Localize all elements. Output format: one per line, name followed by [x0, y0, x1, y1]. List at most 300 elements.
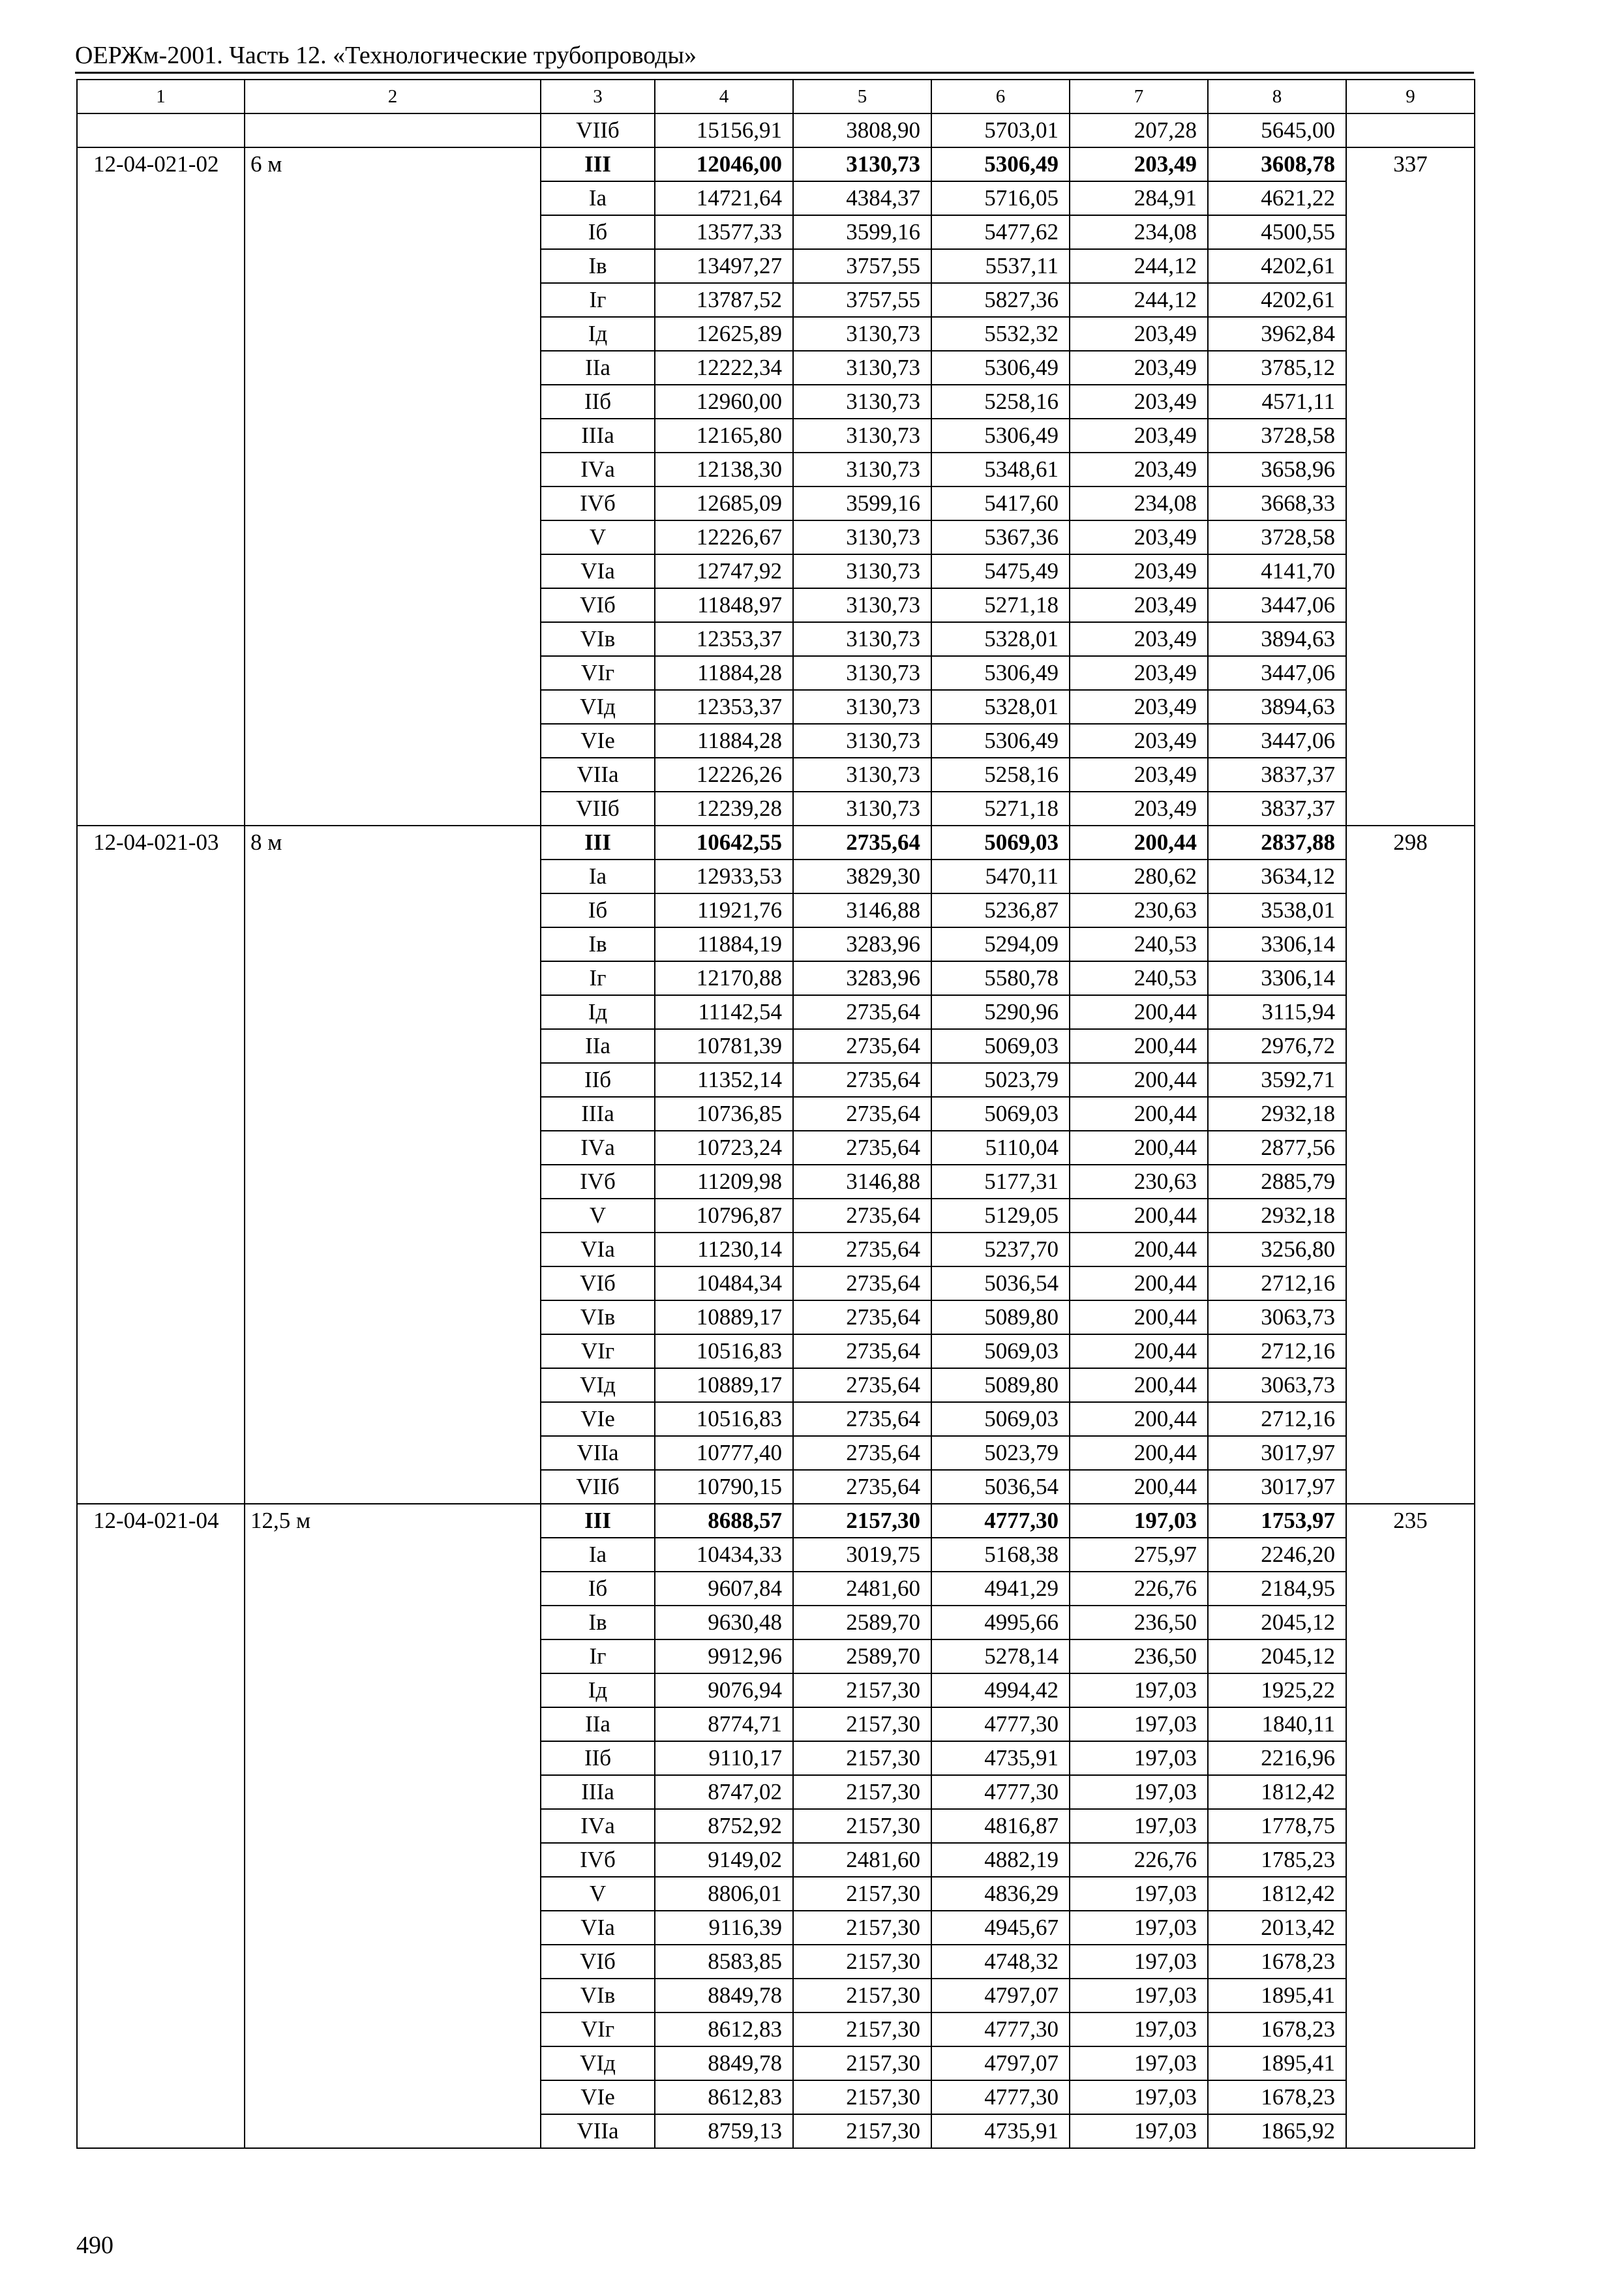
value-cell: 8774,71: [655, 1707, 793, 1741]
value-cell: 9912,96: [655, 1639, 793, 1673]
value-cell: 3608,78: [1208, 147, 1346, 181]
value-cell: 2735,64: [793, 1402, 931, 1436]
col9-cell: [1346, 2114, 1475, 2148]
value-cell: 200,44: [1070, 1436, 1208, 1470]
value-cell: 197,03: [1070, 1911, 1208, 1945]
table-row: [77, 792, 1475, 826]
value-cell: 12353,37: [655, 690, 793, 724]
table-row: [77, 656, 1475, 690]
description-cell: [245, 1945, 541, 1979]
description-cell: [245, 181, 541, 215]
value-cell: 4202,61: [1208, 283, 1346, 317]
value-cell: 3017,97: [1208, 1436, 1346, 1470]
value-cell: 2735,64: [793, 1266, 931, 1300]
code-cell: [77, 2080, 245, 2114]
value-cell: 244,12: [1070, 283, 1208, 317]
table-row: [77, 1029, 1475, 1063]
description-cell: [245, 113, 541, 147]
region-cell: VIв: [541, 622, 655, 656]
description-cell: [245, 1199, 541, 1233]
value-cell: 3837,37: [1208, 758, 1346, 792]
code-cell: [77, 656, 245, 690]
value-cell: 11352,14: [655, 1063, 793, 1097]
value-cell: 12625,89: [655, 317, 793, 351]
region-cell: IVа: [541, 1809, 655, 1843]
description-cell: [245, 1639, 541, 1673]
region-cell: Iв: [541, 927, 655, 961]
region-cell: III: [541, 147, 655, 181]
value-cell: 197,03: [1070, 2080, 1208, 2114]
value-cell: 10889,17: [655, 1300, 793, 1334]
value-cell: 5306,49: [931, 724, 1070, 758]
code-cell: 12-04-021-03: [77, 826, 245, 860]
region-cell: IIб: [541, 1063, 655, 1097]
value-cell: 1865,92: [1208, 2114, 1346, 2148]
col9-cell: [1346, 961, 1475, 995]
value-cell: 3130,73: [793, 385, 931, 419]
table-row: [77, 1266, 1475, 1300]
value-cell: 11142,54: [655, 995, 793, 1029]
description-cell: [245, 1707, 541, 1741]
value-cell: 2712,16: [1208, 1266, 1346, 1300]
region-cell: VIе: [541, 1402, 655, 1436]
code-cell: [77, 1809, 245, 1843]
value-cell: 2246,20: [1208, 1538, 1346, 1572]
code-cell: [77, 1402, 245, 1436]
region-cell: IVб: [541, 1843, 655, 1877]
code-cell: [77, 1945, 245, 1979]
description-cell: [245, 622, 541, 656]
value-cell: 3130,73: [793, 147, 931, 181]
value-cell: 1678,23: [1208, 2080, 1346, 2114]
value-cell: 5470,11: [931, 860, 1070, 893]
value-cell: 5306,49: [931, 419, 1070, 453]
value-cell: 2157,30: [793, 1741, 931, 1775]
description-cell: [245, 1402, 541, 1436]
col9-cell: [1346, 1877, 1475, 1911]
table-row: [77, 588, 1475, 622]
col9-cell: [1346, 1945, 1475, 1979]
region-cell: IIа: [541, 1707, 655, 1741]
region-cell: VIб: [541, 1266, 655, 1300]
value-cell: 197,03: [1070, 1504, 1208, 1538]
value-cell: 3592,71: [1208, 1063, 1346, 1097]
region-cell: VIе: [541, 2080, 655, 2114]
table-row: [77, 1097, 1475, 1131]
description-cell: [245, 1572, 541, 1606]
value-cell: 4777,30: [931, 2012, 1070, 2046]
value-cell: 3306,14: [1208, 927, 1346, 961]
col9-cell: [1346, 1063, 1475, 1097]
column-number: 7: [1070, 80, 1208, 113]
table-row: [77, 385, 1475, 419]
value-cell: 5069,03: [931, 826, 1070, 860]
value-cell: 10777,40: [655, 1436, 793, 1470]
code-cell: [77, 385, 245, 419]
code-cell: [77, 215, 245, 249]
code-cell: [77, 1606, 245, 1639]
code-cell: [77, 927, 245, 961]
table-row: [77, 1945, 1475, 1979]
region-cell: IIIа: [541, 419, 655, 453]
region-cell: VIIб: [541, 113, 655, 147]
table-row: [77, 1639, 1475, 1673]
column-number: 6: [931, 80, 1070, 113]
value-cell: 2735,64: [793, 1199, 931, 1233]
region-cell: IIа: [541, 351, 655, 385]
value-cell: 4735,91: [931, 1741, 1070, 1775]
code-cell: [77, 1979, 245, 2012]
region-cell: Iа: [541, 1538, 655, 1572]
value-cell: 3599,16: [793, 215, 931, 249]
value-cell: 10516,83: [655, 1402, 793, 1436]
value-cell: 200,44: [1070, 1334, 1208, 1368]
description-cell: [245, 1843, 541, 1877]
col9-cell: [1346, 1300, 1475, 1334]
col9-cell: [1346, 724, 1475, 758]
col9-cell: [1346, 1266, 1475, 1300]
table-row: [77, 1199, 1475, 1233]
description-cell: [245, 1979, 541, 2012]
region-cell: VIIб: [541, 792, 655, 826]
value-cell: 11921,76: [655, 893, 793, 927]
code-cell: [77, 1843, 245, 1877]
value-cell: 12960,00: [655, 385, 793, 419]
value-cell: 5294,09: [931, 927, 1070, 961]
table-row: [77, 1368, 1475, 1402]
value-cell: 2735,64: [793, 1470, 931, 1504]
value-cell: 3447,06: [1208, 656, 1346, 690]
col9-cell: [1346, 351, 1475, 385]
value-cell: 2735,64: [793, 1063, 931, 1097]
value-cell: 2184,95: [1208, 1572, 1346, 1606]
col9-cell: [1346, 1843, 1475, 1877]
value-cell: 5110,04: [931, 1131, 1070, 1165]
code-cell: [77, 622, 245, 656]
table-row: [77, 2080, 1475, 2114]
value-cell: 1678,23: [1208, 2012, 1346, 2046]
value-cell: 3017,97: [1208, 1470, 1346, 1504]
value-cell: 12222,34: [655, 351, 793, 385]
value-cell: 14721,64: [655, 181, 793, 215]
description-cell: [245, 1131, 541, 1165]
value-cell: 2157,30: [793, 2046, 931, 2080]
description-cell: [245, 1266, 541, 1300]
value-cell: 197,03: [1070, 1809, 1208, 1843]
code-cell: [77, 419, 245, 453]
value-cell: 197,03: [1070, 1979, 1208, 2012]
region-cell: VIа: [541, 554, 655, 588]
table-row: [77, 1538, 1475, 1572]
description-cell: [245, 792, 541, 826]
value-cell: 2216,96: [1208, 1741, 1346, 1775]
value-cell: 12747,92: [655, 554, 793, 588]
value-cell: 5168,38: [931, 1538, 1070, 1572]
code-cell: [77, 2012, 245, 2046]
col9-cell: [1346, 1097, 1475, 1131]
value-cell: 197,03: [1070, 1877, 1208, 1911]
page-header: ОЕРЖм-2001. Часть 12. «Технологические трубопроводы»: [75, 42, 697, 69]
value-cell: 3256,80: [1208, 1233, 1346, 1266]
code-cell: [77, 1300, 245, 1334]
table-row: [77, 1979, 1475, 2012]
col9-cell: [1346, 622, 1475, 656]
value-cell: 12138,30: [655, 453, 793, 486]
col9-cell: [1346, 1707, 1475, 1741]
col9-cell: [1346, 1334, 1475, 1368]
code-cell: [77, 1877, 245, 1911]
region-cell: Iг: [541, 1639, 655, 1673]
table-row: [77, 927, 1475, 961]
col9-cell: [1346, 1809, 1475, 1843]
code-cell: [77, 1572, 245, 1606]
col9-cell: [1346, 1131, 1475, 1165]
code-cell: [77, 1131, 245, 1165]
col9-cell: [1346, 1233, 1475, 1266]
value-cell: 4571,11: [1208, 385, 1346, 419]
value-cell: 8806,01: [655, 1877, 793, 1911]
col9-cell: 298: [1346, 826, 1475, 860]
description-cell: [245, 1470, 541, 1504]
value-cell: 4995,66: [931, 1606, 1070, 1639]
value-cell: 203,49: [1070, 453, 1208, 486]
value-cell: 8752,92: [655, 1809, 793, 1843]
table-row: [77, 1402, 1475, 1436]
description-cell: [245, 927, 541, 961]
description-cell: [245, 758, 541, 792]
table-row: [77, 317, 1475, 351]
col9-cell: [1346, 2012, 1475, 2046]
value-cell: 5306,49: [931, 656, 1070, 690]
value-cell: 200,44: [1070, 1097, 1208, 1131]
value-cell: 200,44: [1070, 1063, 1208, 1097]
value-cell: 5645,00: [1208, 113, 1346, 147]
value-cell: 10736,85: [655, 1097, 793, 1131]
value-cell: 240,53: [1070, 927, 1208, 961]
value-cell: 3130,73: [793, 724, 931, 758]
value-cell: 197,03: [1070, 1673, 1208, 1707]
table-row: [77, 215, 1475, 249]
code-cell: [77, 758, 245, 792]
description-cell: 6 м: [245, 147, 541, 181]
value-cell: 4777,30: [931, 2080, 1070, 2114]
value-cell: 1895,41: [1208, 1979, 1346, 2012]
region-cell: Iд: [541, 1673, 655, 1707]
value-cell: 8612,83: [655, 2080, 793, 2114]
code-cell: [77, 113, 245, 147]
table-row: [77, 961, 1475, 995]
description-cell: [245, 1233, 541, 1266]
code-cell: [77, 249, 245, 283]
description-cell: [245, 1877, 541, 1911]
col9-cell: [1346, 2080, 1475, 2114]
value-cell: 3130,73: [793, 317, 931, 351]
page-number: 490: [76, 2232, 113, 2259]
table-row: [77, 1707, 1475, 1741]
value-cell: 13497,27: [655, 249, 793, 283]
value-cell: 2157,30: [793, 1877, 931, 1911]
table-row: [77, 893, 1475, 927]
description-cell: [245, 385, 541, 419]
code-cell: [77, 1639, 245, 1673]
description-cell: [245, 2114, 541, 2148]
value-cell: 197,03: [1070, 2012, 1208, 2046]
code-cell: [77, 1741, 245, 1775]
value-cell: 2157,30: [793, 1775, 931, 1809]
code-cell: [77, 792, 245, 826]
value-cell: 11848,97: [655, 588, 793, 622]
value-cell: 3757,55: [793, 249, 931, 283]
value-cell: 3808,90: [793, 113, 931, 147]
value-cell: 9116,39: [655, 1911, 793, 1945]
region-cell: Iв: [541, 249, 655, 283]
value-cell: 3130,73: [793, 588, 931, 622]
table-row: [77, 1673, 1475, 1707]
value-cell: 4748,32: [931, 1945, 1070, 1979]
col9-cell: [1346, 1029, 1475, 1063]
value-cell: 2976,72: [1208, 1029, 1346, 1063]
value-cell: 3837,37: [1208, 792, 1346, 826]
value-cell: 4202,61: [1208, 249, 1346, 283]
code-cell: [77, 724, 245, 758]
value-cell: 203,49: [1070, 724, 1208, 758]
code-cell: [77, 1911, 245, 1945]
table-row: [77, 1233, 1475, 1266]
value-cell: 10723,24: [655, 1131, 793, 1165]
value-cell: 2735,64: [793, 826, 931, 860]
col9-cell: [1346, 1979, 1475, 2012]
region-cell: VIа: [541, 1911, 655, 1945]
table-row: [77, 724, 1475, 758]
value-cell: 3757,55: [793, 283, 931, 317]
value-cell: 3785,12: [1208, 351, 1346, 385]
value-cell: 10889,17: [655, 1368, 793, 1402]
value-cell: 2735,64: [793, 1368, 931, 1402]
code-cell: [77, 2046, 245, 2080]
description-cell: [245, 588, 541, 622]
value-cell: 3130,73: [793, 453, 931, 486]
col9-cell: [1346, 1673, 1475, 1707]
description-cell: [245, 351, 541, 385]
value-cell: 8688,57: [655, 1504, 793, 1538]
value-cell: 5306,49: [931, 351, 1070, 385]
region-cell: Iд: [541, 317, 655, 351]
value-cell: 203,49: [1070, 520, 1208, 554]
region-cell: IIб: [541, 1741, 655, 1775]
table-row: [77, 690, 1475, 724]
description-cell: [245, 215, 541, 249]
col9-cell: [1346, 656, 1475, 690]
value-cell: 11884,28: [655, 724, 793, 758]
value-cell: 9149,02: [655, 1843, 793, 1877]
col9-cell: [1346, 1741, 1475, 1775]
region-cell: IVб: [541, 1165, 655, 1199]
value-cell: 2045,12: [1208, 1606, 1346, 1639]
table-row: [77, 453, 1475, 486]
value-cell: 1840,11: [1208, 1707, 1346, 1741]
region-cell: IVб: [541, 486, 655, 520]
value-cell: 4816,87: [931, 1809, 1070, 1843]
description-cell: [245, 1063, 541, 1097]
description-cell: [245, 1165, 541, 1199]
value-cell: 2837,88: [1208, 826, 1346, 860]
code-cell: [77, 588, 245, 622]
value-cell: 1925,22: [1208, 1673, 1346, 1707]
value-cell: 3130,73: [793, 419, 931, 453]
code-cell: 12-04-021-04: [77, 1504, 245, 1538]
description-cell: [245, 860, 541, 893]
value-cell: 2735,64: [793, 1097, 931, 1131]
table-row: [77, 758, 1475, 792]
value-cell: 3447,06: [1208, 588, 1346, 622]
value-cell: 2157,30: [793, 2080, 931, 2114]
column-number-row: [77, 80, 1475, 113]
code-cell: [77, 995, 245, 1029]
description-cell: [245, 554, 541, 588]
value-cell: 3130,73: [793, 656, 931, 690]
value-cell: 10434,33: [655, 1538, 793, 1572]
value-cell: 5129,05: [931, 1199, 1070, 1233]
value-cell: 12226,67: [655, 520, 793, 554]
value-cell: 2045,12: [1208, 1639, 1346, 1673]
table-row: [77, 2114, 1475, 2148]
table-row: [77, 622, 1475, 656]
region-cell: IVа: [541, 1131, 655, 1165]
value-cell: 5069,03: [931, 1097, 1070, 1131]
code-cell: [77, 181, 245, 215]
value-cell: 3063,73: [1208, 1300, 1346, 1334]
value-cell: 280,62: [1070, 860, 1208, 893]
value-cell: 2157,30: [793, 1979, 931, 2012]
description-cell: [245, 690, 541, 724]
col9-cell: [1346, 1402, 1475, 1436]
value-cell: 1812,42: [1208, 1877, 1346, 1911]
value-cell: 12353,37: [655, 622, 793, 656]
value-cell: 13577,33: [655, 215, 793, 249]
description-cell: [245, 1673, 541, 1707]
value-cell: 203,49: [1070, 351, 1208, 385]
code-cell: [77, 1707, 245, 1741]
value-cell: 197,03: [1070, 2046, 1208, 2080]
value-cell: 2735,64: [793, 1233, 931, 1266]
value-cell: 9607,84: [655, 1572, 793, 1606]
table-row: [77, 1775, 1475, 1809]
code-cell: [77, 1673, 245, 1707]
description-cell: [245, 1029, 541, 1063]
col9-cell: [1346, 317, 1475, 351]
region-cell: Iб: [541, 893, 655, 927]
value-cell: 3130,73: [793, 758, 931, 792]
value-cell: 4500,55: [1208, 215, 1346, 249]
value-cell: 236,50: [1070, 1606, 1208, 1639]
table-row: [77, 826, 1475, 860]
col9-cell: 235: [1346, 1504, 1475, 1538]
value-cell: 1678,23: [1208, 1945, 1346, 1979]
column-number: 3: [541, 80, 655, 113]
description-cell: [245, 249, 541, 283]
table-row: [77, 520, 1475, 554]
value-cell: 203,49: [1070, 419, 1208, 453]
value-cell: 207,28: [1070, 113, 1208, 147]
value-cell: 1812,42: [1208, 1775, 1346, 1809]
col9-cell: [1346, 758, 1475, 792]
col9-cell: [1346, 486, 1475, 520]
code-cell: [77, 351, 245, 385]
code-cell: [77, 860, 245, 893]
col9-cell: [1346, 554, 1475, 588]
value-cell: 200,44: [1070, 1233, 1208, 1266]
col9-cell: [1346, 1368, 1475, 1402]
